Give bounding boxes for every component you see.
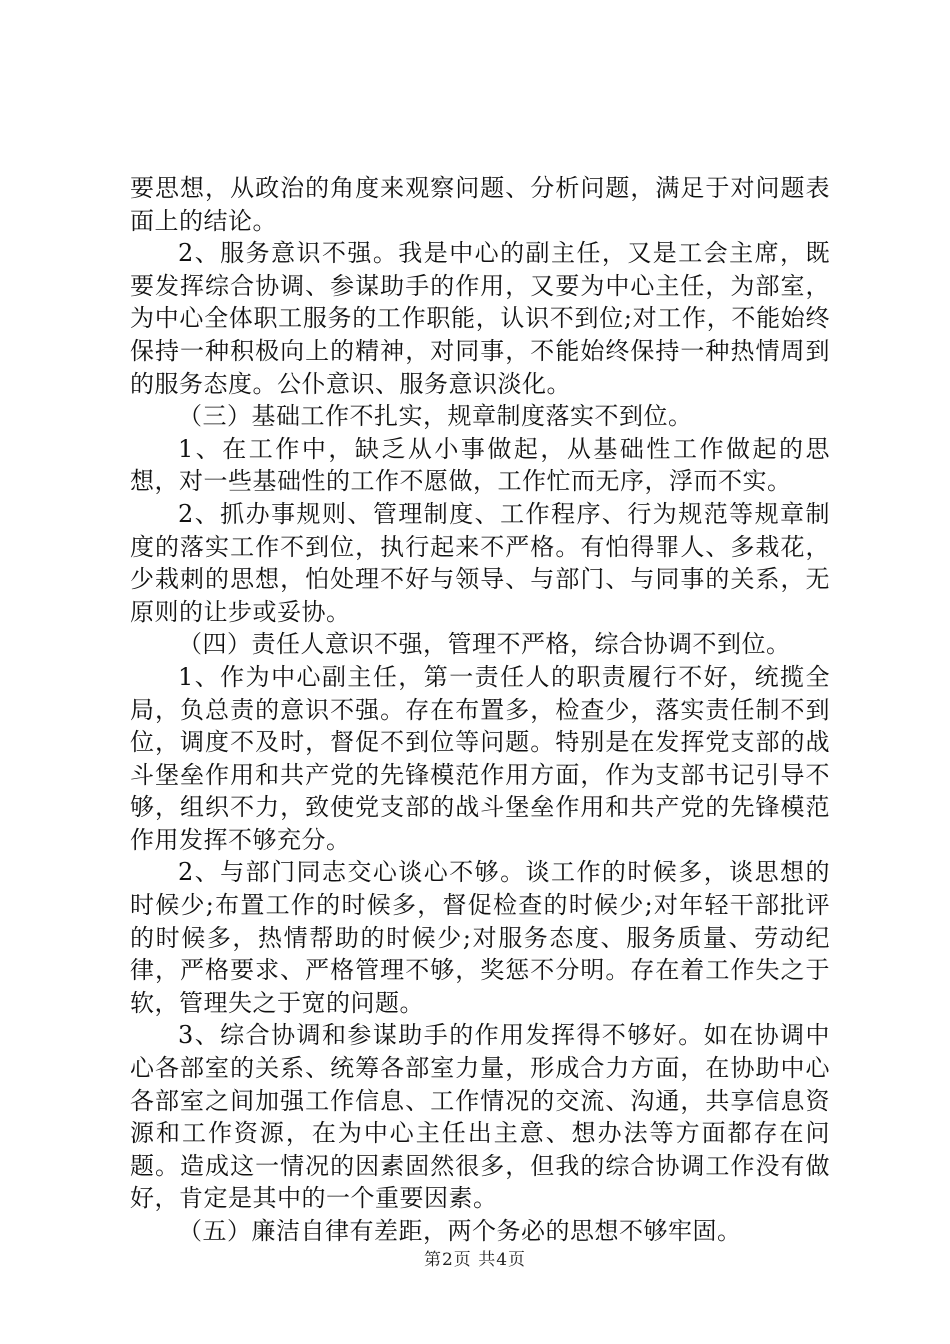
section-heading-4: （四）责任人意识不强，管理不严格，综合协调不到位。 (178, 630, 791, 659)
paragraph-continuation: 要思想，从政治的角度来观察问题、分析问题，满足于对问题表面上的结论。 (130, 174, 830, 235)
paragraph-communication: 2、与部门同志交心谈心不够。谈工作的时候多，谈思想的时候少;布置工作的时候多，督促检查的时候少;对年轻干部批评的时候多，热情帮助的时候少;对服务态度、服务质量、劳动纪律，严格要求、严格管理不够，奖惩不分明。存在着工作失之于软，管理失之于宽的问题。 (130, 858, 830, 1017)
paragraph-coordination: 3、综合协调和参谋助手的作用发挥得不够好。如在协调中心各部室的关系、统筹各部室力量，形成合力方面，在协助中心各部室之间加强工作信息、工作情况的交流、沟通，共享信息资源和工作资源，在为中心主任出主意、想办法等方面都存在问题。造成这一情况的因素固然很多，但我的综合协调工作没有做好，肯定是其中的一个重要因素。 (130, 1021, 830, 1213)
paragraph-regulations: 2、抓办事规则、管理制度、工作程序、行为规范等规章制度的落实工作不到位，执行起来不严格。有怕得罪人、多栽花，少栽刺的思想，怕处理不好与领导、与部门、与同事的关系，无原则的让步或妥协。 (130, 499, 830, 626)
paragraph-service-awareness: 2、服务意识不强。我是中心的副主任，又是工会主席，既要发挥综合协调、参谋助手的作用，又要为中心主任，为部室，为中心全体职工服务的工作职能，认识不到位;对工作，不能始终保持一种积极向上的精神，对同事，不能始终保持一种热情周到的服务态度。公仆意识、服务意识淡化。 (130, 239, 830, 398)
page-number-footer: 第2页 共4页 (423, 1250, 527, 1270)
section-heading-3: （三）基础工作不扎实，规章制度落实不到位。 (178, 402, 693, 431)
paragraph-responsibility: 1、作为中心副主任，第一责任人的职责履行不好，统揽全局，负总责的意识不强。存在布置多，检查少，落实责任制不到位，调度不及时，督促不到位等问题。特别是在发挥党支部的战斗堡垒作用和共产党的先锋模范作用方面，作为支部书记引导不够，组织不力，致使党支部的战斗堡垒作用和共产党的先锋模范作用发挥不够充分。 (130, 662, 830, 854)
section-heading-5: （五）廉洁自律有差距，两个务必的思想不够牢固。 (178, 1217, 742, 1245)
paragraph-basic-work: 1、在工作中，缺乏从小事做起，从基础性工作做起的思想，对一些基础性的工作不愿做，工作忙而无序，浮而不实。 (130, 434, 830, 496)
document-body (130, 172, 830, 1248)
